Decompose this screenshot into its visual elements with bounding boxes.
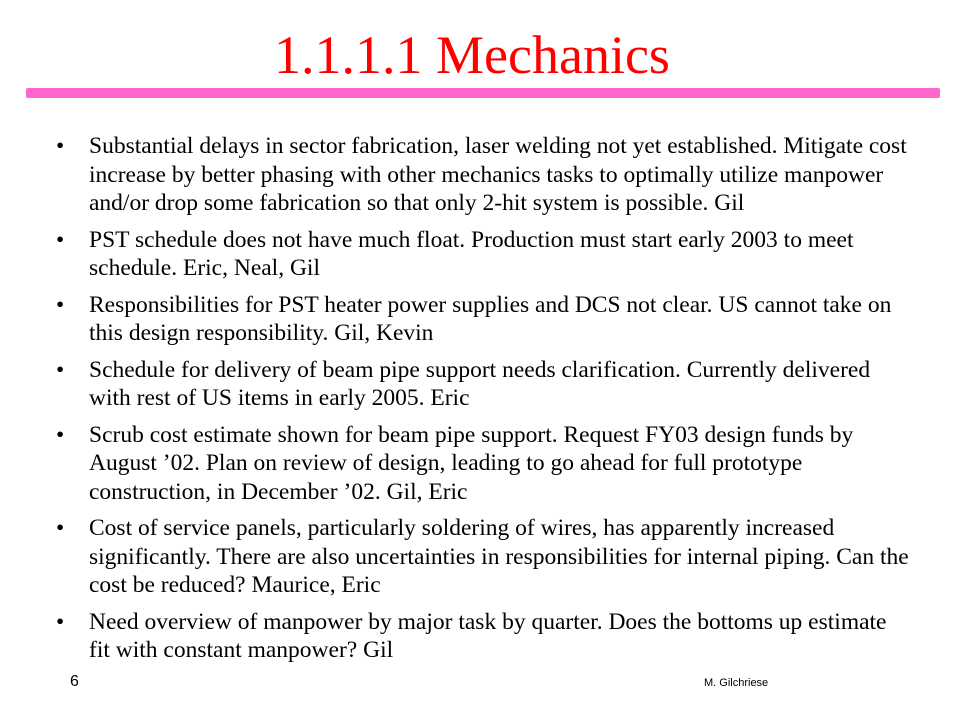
bullet-item [52,356,912,413]
bullet-marker: • [56,356,65,383]
bullet-list [52,132,912,673]
title-underline-bar [26,88,940,98]
author-footer: M. Gilchriese [704,677,769,689]
bullet-marker: • [56,226,65,253]
bullet-text: Need overview of manpower by major task by quarter. Does the bottoms up estimate fit with constant manpower? Gil [89,608,887,663]
slide-number: 6 [70,673,79,690]
bullet-item [52,608,912,665]
bullet-text: Responsibilities for PST heater power supplies and DCS not clear. US cannot take on this design responsibility. Gil, Kevin [89,291,892,346]
slide-title: 1.1.1.1 Mechanics [274,25,670,85]
bullet-text: Substantial delays in sector fabrication, laser welding not yet established. Mitigate cost increase by better phasing with other mechanics tasks to optimally utilize manpower and/or drop some fabrication so that only 2-hit system is possible. Gil [89,133,907,216]
bullet-item [52,226,912,283]
bullet-marker: • [56,291,65,318]
bullet-marker: • [56,421,65,448]
bullet-marker: • [56,608,65,635]
bullet-text: Cost of service panels, particularly soldering of wires, has apparently increased significantly. There are also uncertainties in responsibilities for internal piping. Can the cost be reduced? Maurice, Eric [89,515,909,598]
bullet-item [52,291,912,348]
bullet-text: Schedule for delivery of beam pipe support needs clarification. Currently delivered with rest of US items in early 2005. Eric [89,356,871,411]
bullet-text: Scrub cost estimate shown for beam pipe support. Request FY03 design funds by August ’02. Plan on review of design, leading to go ahead for full prototype construction, in December ’02. Gil, Eric [89,421,854,505]
bullet-marker: • [56,515,65,541]
bullet-item [52,514,912,600]
bullet-text: PST schedule does not have much float. Production must start early 2003 to meet schedule. Eric, Neal, Gil [89,226,854,281]
bullet-item [52,132,912,218]
bullet-item [52,421,912,507]
bullet-marker: • [56,133,65,159]
